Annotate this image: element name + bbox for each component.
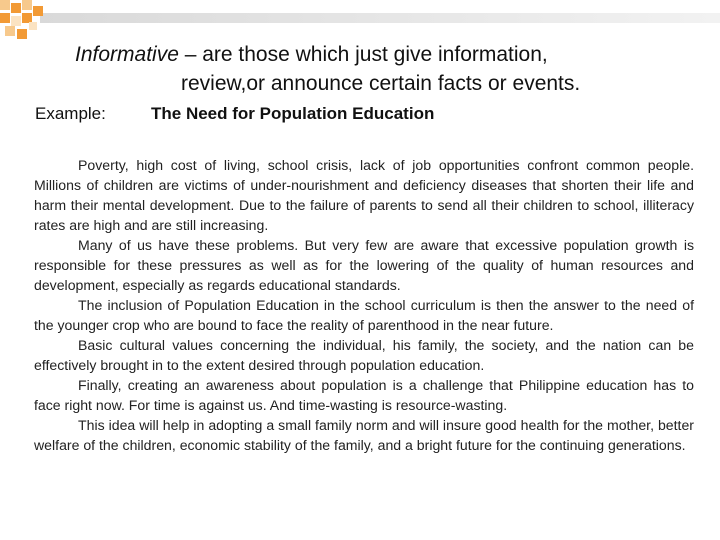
example-title: The Need for Population Education (151, 104, 435, 123)
deco-square (22, 0, 32, 10)
slide-heading (0, 40, 720, 98)
body-paragraph: This idea will help in adopting a small family norm and will insure good health for the mother, better welfare of the children, economic stability of the family, and a bright future for the continuing generations. (34, 417, 694, 453)
deco-square (5, 26, 15, 36)
heading-definition: – are those which just give information, (178, 43, 548, 66)
body-paragraph: The inclusion of Population Education in the school curriculum is then the answer to the need of the younger crop who are bound to face the reality of parenthood in the near future. (34, 297, 694, 333)
deco-square (11, 3, 21, 13)
deco-square (0, 13, 10, 23)
example-row (35, 104, 705, 124)
deco-square (29, 22, 37, 30)
heading-term: Informative (75, 43, 179, 66)
deco-square (33, 6, 43, 16)
heading-line-1 (0, 40, 720, 69)
body-paragraph: Poverty, high cost of living, school crisis, lack of job opportunities confront common people. Millions of children are victims of under-nourishment and deficiency diseases that shorten their life and harm their mental development. Due to the failure of parents to send all their children to school, illiteracy rates are high and are still increasing. (34, 157, 694, 233)
deco-square (17, 29, 27, 39)
deco-square (11, 16, 21, 26)
header-gray-bar (40, 13, 720, 23)
deco-square (22, 13, 32, 23)
example-body (34, 155, 694, 455)
deco-square (0, 0, 10, 10)
body-paragraph: Finally, creating an awareness about population is a challenge that Philippine education has to face right now. For time is against us. And time-wasting is resource-wasting. (34, 377, 694, 413)
body-paragraph: Basic cultural values concerning the individual, his family, the society, and the nation can be effectively brought in to the extent desired through population education. (34, 337, 694, 373)
example-label: Example: (35, 104, 106, 123)
heading-line-2: review,or announce certain facts or events. (181, 72, 581, 95)
body-paragraph: Many of us have these problems. But very few are aware that excessive population growth is responsible for these pressures as well as for the lowering of the quality of human resources and development, especially as regards educational standards. (34, 237, 694, 293)
